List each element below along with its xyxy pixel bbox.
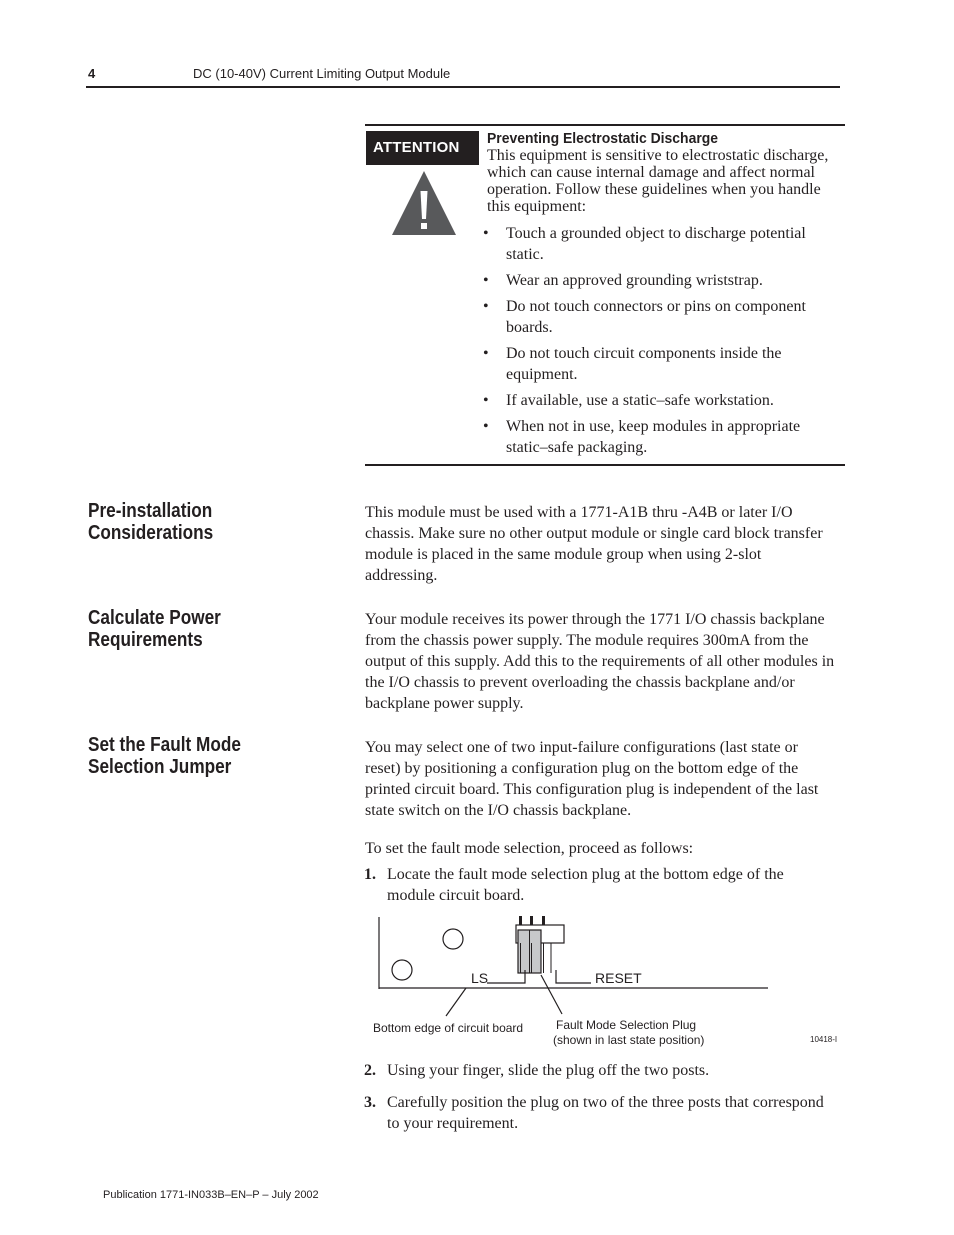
bullet-icon: • [483, 345, 489, 362]
fault-mode-paragraph: You may select one of two input-failure configurations (last state or reset) by positioning a configuration plug on the bottom edge of the printed circuit board. This configuration plug is independent of the last state switch on the I/O chassis backplane. [365, 739, 819, 819]
bullet-text: Do not touch connectors or pins on component boards. [506, 298, 806, 336]
step-number: 1. [364, 866, 376, 883]
section-heading-preinstallation [88, 500, 213, 544]
callout-plug-label: Fault Mode Selection Plug [556, 1018, 697, 1032]
attention-text: This equipment is sensitive to electrostatic discharge, which can cause internal damage and affect normal operation. Follow these guidelines when you handle this equipment: [487, 147, 829, 215]
step-number: 3. [364, 1094, 376, 1111]
step-text: Locate the fault mode selection plug at the bottom edge of the module circuit board. [387, 866, 784, 904]
callout-line-plug [541, 975, 562, 1014]
list-item [483, 296, 838, 338]
label-reset: RESET [595, 970, 642, 986]
list-item [483, 390, 838, 411]
board-hole [443, 929, 463, 949]
bullet-text: Wear an approved grounding wriststrap. [506, 272, 763, 289]
bullet-text: When not in use, keep modules in appropriate static–safe packaging. [506, 418, 801, 456]
bullet-icon: • [483, 298, 489, 315]
procedure-step [364, 864, 834, 908]
heading-line: Calculate Power [88, 607, 221, 629]
attention-badge: ATTENTION [366, 131, 479, 165]
procedure-step [364, 1092, 834, 1136]
figure-id: 10418-I [810, 1035, 838, 1044]
list-item [483, 416, 838, 458]
section-heading-power-requirements [88, 607, 221, 651]
section-heading-fault-mode [88, 734, 241, 778]
warning-triangle-exclamation-icon [390, 169, 458, 237]
attention-title: Preventing Electrostatic Discharge [487, 130, 719, 147]
callout-line-board [446, 988, 466, 1016]
bullet-icon: • [483, 225, 489, 242]
bullet-icon: • [483, 418, 489, 435]
power-requirements-paragraph: Your module receives its power through the 1771 I/O chassis backplane from the chassis power supply. The module requires 300mA from the output of this supply. Add this to the requirements of all other modules in the I/O chassis to prevent overloading the chassis backplane and/or backplane power supply. [365, 611, 835, 712]
bullet-text: Touch a grounded object to discharge potential static. [506, 225, 806, 263]
attention-guidelines-list [483, 223, 838, 463]
step-text: Using your finger, slide the plug off the two posts. [387, 1062, 710, 1079]
callout-board-label: Bottom edge of circuit board [373, 1021, 524, 1035]
page-number: 4 [88, 66, 96, 81]
list-item [483, 223, 838, 265]
header-rule [86, 86, 840, 88]
attention-bottom-rule [365, 464, 845, 466]
step-text: Carefully position the plug on two of the three posts that correspond to your requirement. [387, 1094, 824, 1132]
step-number: 2. [364, 1062, 376, 1079]
heading-line: Pre-installation [88, 500, 213, 522]
heading-line: Considerations [88, 522, 214, 544]
board-hole [392, 960, 412, 980]
bullet-text: Do not touch circuit components inside the equipment. [506, 345, 782, 383]
fault-mode-plug-diagram [370, 912, 840, 1052]
bullet-text: If available, use a static–safe workstation. [506, 392, 774, 409]
heading-line: Selection Jumper [88, 756, 232, 778]
heading-line: Requirements [88, 629, 203, 651]
bullet-icon: • [483, 272, 489, 289]
bullet-icon: • [483, 392, 489, 409]
preinstallation-paragraph: This module must be used with a 1771-A1B thru -A4B or later I/O chassis. Make sure no other output module or single card block transfer module is placed in the same module group when using 2-slot addressing. [365, 504, 823, 584]
attention-top-rule [365, 124, 845, 126]
proceed-paragraph: To set the fault mode selection, proceed as follows: [365, 840, 694, 857]
procedure-step [364, 1060, 834, 1082]
list-item [483, 343, 838, 385]
callout-plug-sublabel: (shown in last state position) [553, 1033, 705, 1047]
heading-line: Set the Fault Mode [88, 734, 241, 756]
label-ls: LS [471, 970, 489, 986]
publication-footer: Publication 1771-IN033B–EN–P – July 2002 [103, 1189, 319, 1201]
list-item [483, 270, 838, 291]
running-title: DC (10-40V) Current Limiting Output Module [193, 66, 451, 81]
